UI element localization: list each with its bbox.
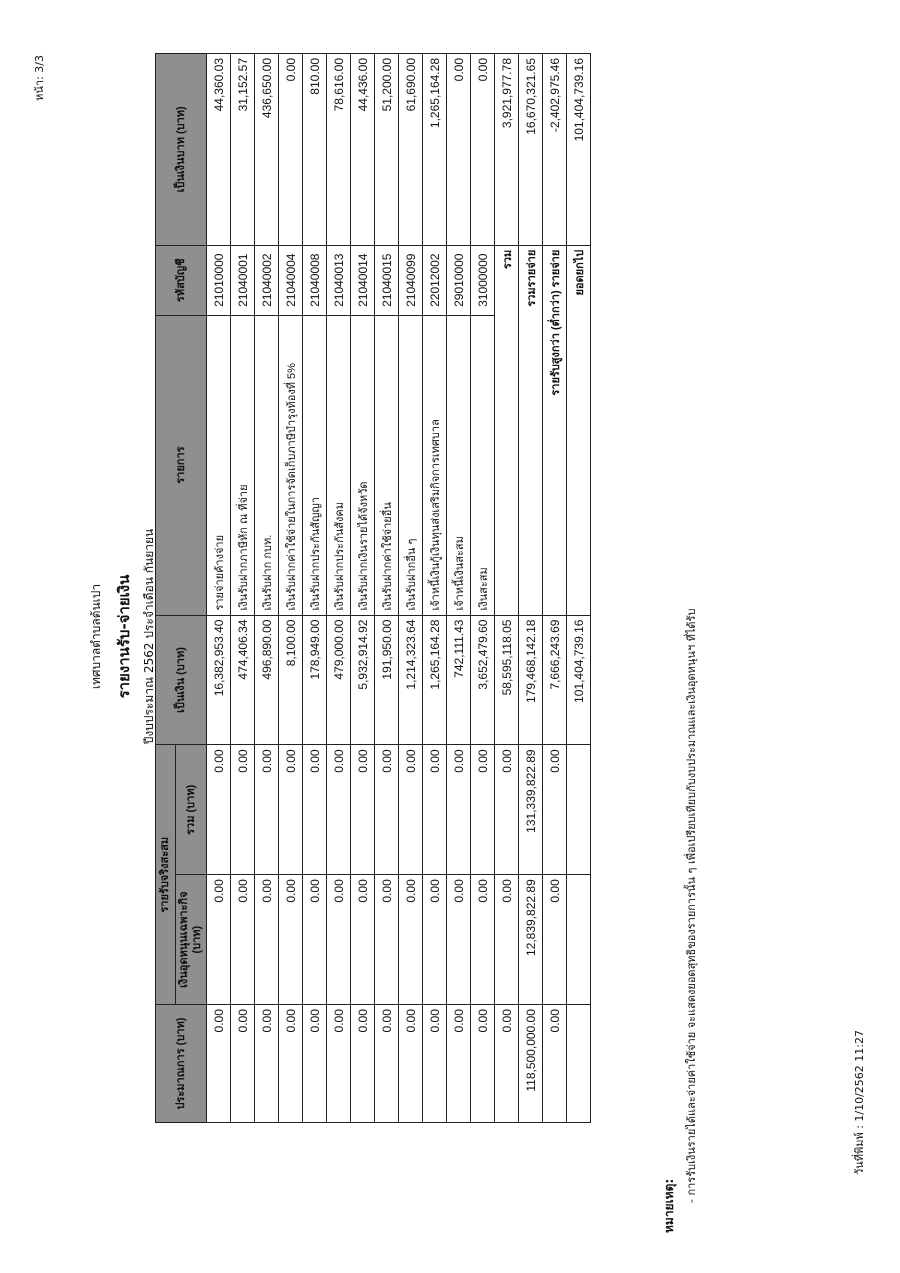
net-row: [543, 54, 567, 1123]
cell-estimate: 0.00: [207, 1005, 231, 1123]
cell-amount: 8,100.00: [279, 615, 303, 745]
cell-total: 0.00: [471, 745, 495, 875]
cell-paid: 78,616.00: [327, 54, 351, 246]
cell-estimate: 0.00: [471, 1005, 495, 1123]
carry-blank: [567, 875, 591, 1005]
cell-item: เจ้าหนี้เงินกู้เงินทุนส่งเสริมกิจการเทศบาล: [423, 315, 447, 615]
net-subsidy: 0.00: [543, 875, 567, 1005]
net-paid: -2,402,975.46: [543, 54, 567, 246]
net-amount: 7,666,243.69: [543, 615, 567, 745]
cell-amount: 474,406.34: [231, 615, 255, 745]
cell-code: 21040015: [375, 245, 399, 315]
cell-item: เงินรับฝากภาษีหัก ณ ที่จ่าย: [231, 315, 255, 615]
cell-estimate: 0.00: [255, 1005, 279, 1123]
net-estimate: 0.00: [543, 1005, 567, 1123]
table-row: [255, 54, 279, 1123]
sum-total: 0.00: [495, 745, 519, 875]
cell-subsidy: 0.00: [279, 875, 303, 1005]
notes-title: หมายเหตุ:: [662, 1178, 676, 1233]
total-paid-label: รวมรายจ่าย: [519, 245, 543, 615]
cell-total: 0.00: [375, 745, 399, 875]
sum-row: [495, 54, 519, 1123]
carry-paid: 101,404,739.16: [567, 54, 591, 246]
cell-amount: 191,950.00: [375, 615, 399, 745]
cell-total: 0.00: [399, 745, 423, 875]
cell-subsidy: 0.00: [207, 875, 231, 1005]
col-estimate: ประมาณการ (บาท): [156, 1005, 207, 1123]
cell-total: 0.00: [423, 745, 447, 875]
cell-estimate: 0.00: [303, 1005, 327, 1123]
total-subsidy: 12,839,822.89: [519, 875, 543, 1005]
cell-subsidy: 0.00: [375, 875, 399, 1005]
cell-amount: 496,890.00: [255, 615, 279, 745]
cell-total: 0.00: [447, 745, 471, 875]
sum-paid: 3,921,977.78: [495, 54, 519, 246]
cell-amount: 178,949.00: [303, 615, 327, 745]
cell-estimate: 0.00: [423, 1005, 447, 1123]
col-group-revenue: รายรับจริงสะสม: [156, 745, 176, 1005]
cell-amount: 742,111.43: [447, 615, 471, 745]
cell-estimate: 0.00: [327, 1005, 351, 1123]
cell-total: 0.00: [231, 745, 255, 875]
sum-subsidy: 0.00: [495, 875, 519, 1005]
cell-total: 0.00: [279, 745, 303, 875]
carry-label: ยอดยกไป: [567, 245, 591, 615]
cell-item: เงินรับฝากค่าใช้จ่ายในการจัดเก็บภาษีบำรุงท้องที่ 5%: [279, 315, 303, 615]
cell-subsidy: 0.00: [447, 875, 471, 1005]
cell-code: 31000000: [471, 245, 495, 315]
cell-paid: 436,650.00: [255, 54, 279, 246]
total-paid-row: [519, 54, 543, 1123]
total-total: 131,339,822.89: [519, 745, 543, 875]
cell-subsidy: 0.00: [231, 875, 255, 1005]
cell-paid: 44,360.03: [207, 54, 231, 246]
col-total: รวม (บาท): [176, 745, 207, 875]
carry-blank: [567, 1005, 591, 1123]
cell-paid: 0.00: [447, 54, 471, 246]
cell-estimate: 0.00: [375, 1005, 399, 1123]
table-row: [207, 54, 231, 1123]
total-paid: 16,670,321.65: [519, 54, 543, 246]
report-title: รายงานรับ-จ่ายเงิน: [115, 574, 133, 699]
cell-code: 29010000: [447, 245, 471, 315]
cell-paid: 1,265,164.28: [423, 54, 447, 246]
cell-item: เงินรับฝากประกันสังคม: [327, 315, 351, 615]
table-row: [375, 54, 399, 1123]
cell-paid: 0.00: [279, 54, 303, 246]
cell-code: 21040013: [327, 245, 351, 315]
col-account-code: รหัสบัญชี: [156, 245, 207, 315]
cell-total: 0.00: [303, 745, 327, 875]
table-row: [327, 54, 351, 1123]
col-amount-received: เป็นเงิน (บาท): [156, 615, 207, 745]
carry-amount: 101,404,739.16: [567, 615, 591, 745]
sum-label: รวม: [495, 245, 519, 615]
cell-code: 21040002: [255, 245, 279, 315]
cell-code: 21040008: [303, 245, 327, 315]
net-total: 0.00: [543, 745, 567, 875]
table-row: [399, 54, 423, 1123]
cell-estimate: 0.00: [279, 1005, 303, 1123]
cell-item: เงินรับฝากเงินรายได้จังหวัด: [351, 315, 375, 615]
cell-estimate: 0.00: [447, 1005, 471, 1123]
cell-subsidy: 0.00: [327, 875, 351, 1005]
cell-paid: 31,152.57: [231, 54, 255, 246]
cell-item: รายจ่ายค้างจ่าย: [207, 315, 231, 615]
cell-item: เงินรับฝาก กบท.: [255, 315, 279, 615]
sum-amount: 58,595,118.05: [495, 615, 519, 745]
cell-total: 0.00: [207, 745, 231, 875]
table-row: [423, 54, 447, 1123]
cell-amount: 16,382,953.40: [207, 615, 231, 745]
cell-item: เจ้าหนี้เงินสะสม: [447, 315, 471, 615]
col-amount-paid: เป็นเงินบาท (บาท): [156, 54, 207, 246]
cell-code: 22012002: [423, 245, 447, 315]
col-item: รายการ: [156, 315, 207, 615]
cell-item: เงินรับฝากอื่น ๆ: [399, 315, 423, 615]
carry-blank: [567, 745, 591, 875]
table-row: [351, 54, 375, 1123]
cell-paid: 810.00: [303, 54, 327, 246]
cell-item: เงินสะสม: [471, 315, 495, 615]
income-expense-table: [155, 53, 591, 1123]
cell-subsidy: 0.00: [423, 875, 447, 1005]
notes-text: - การรับเงินรายได้และจ่ายค่าใช้จ่าย จะแสดงยอดสุทธิของรายการนั้น ๆ เพื่อเปรียบเทียบกับงบประมาณและเงินอุดหนุนฯ ที่ได้รับ: [685, 608, 698, 1203]
cell-amount: 1,214,323.64: [399, 615, 423, 745]
report-subtitle: ปีงบประมาณ 2562 ประจำเดือน กันยายน: [142, 528, 156, 745]
cell-code: 21010000: [207, 245, 231, 315]
cell-amount: 3,652,479.60: [471, 615, 495, 745]
cell-paid: 61,690.00: [399, 54, 423, 246]
cell-paid: 51,200.00: [375, 54, 399, 246]
page-number: หน้า: 3/3: [33, 55, 46, 101]
cell-item: เงินรับฝากประกันสัญญา: [303, 315, 327, 615]
organization-name: เทศบาลตำบลต้นเปา: [89, 583, 103, 690]
cell-paid: 44,436.00: [351, 54, 375, 246]
col-subsidy: เงินอุดหนุนเฉพาะกิจ (บาท): [176, 875, 207, 1005]
table-row: [279, 54, 303, 1123]
printed-date: วันที่พิมพ์ : 1/10/2562 11:27: [853, 1030, 866, 1175]
cell-estimate: 0.00: [231, 1005, 255, 1123]
cell-subsidy: 0.00: [399, 875, 423, 1005]
cell-amount: 1,265,164.28: [423, 615, 447, 745]
sum-estimate: 0.00: [495, 1005, 519, 1123]
cell-estimate: 0.00: [399, 1005, 423, 1123]
total-estimate: 118,500,000.00: [519, 1005, 543, 1123]
cell-subsidy: 0.00: [351, 875, 375, 1005]
total-amount: 179,468,142.18: [519, 615, 543, 745]
cell-subsidy: 0.00: [471, 875, 495, 1005]
cell-amount: 5,932,914.92: [351, 615, 375, 745]
cell-code: 21040004: [279, 245, 303, 315]
table-row: [447, 54, 471, 1123]
cell-amount: 479,000.00: [327, 615, 351, 745]
table-row: [231, 54, 255, 1123]
cell-code: 21040099: [399, 245, 423, 315]
cell-total: 0.00: [255, 745, 279, 875]
cell-subsidy: 0.00: [303, 875, 327, 1005]
cell-paid: 0.00: [471, 54, 495, 246]
cell-code: 21040001: [231, 245, 255, 315]
cell-code: 21040014: [351, 245, 375, 315]
table-row: [471, 54, 495, 1123]
cell-estimate: 0.00: [351, 1005, 375, 1123]
cell-item: เงินรับฝากค่าใช้จ่ายอื่น: [375, 315, 399, 615]
cell-total: 0.00: [327, 745, 351, 875]
cell-subsidy: 0.00: [255, 875, 279, 1005]
cell-total: 0.00: [351, 745, 375, 875]
table-row: [303, 54, 327, 1123]
carry-forward-row: [567, 54, 591, 1123]
net-label: รายรับสูงกว่า (ต่ำกว่า) รายจ่าย: [543, 245, 567, 615]
